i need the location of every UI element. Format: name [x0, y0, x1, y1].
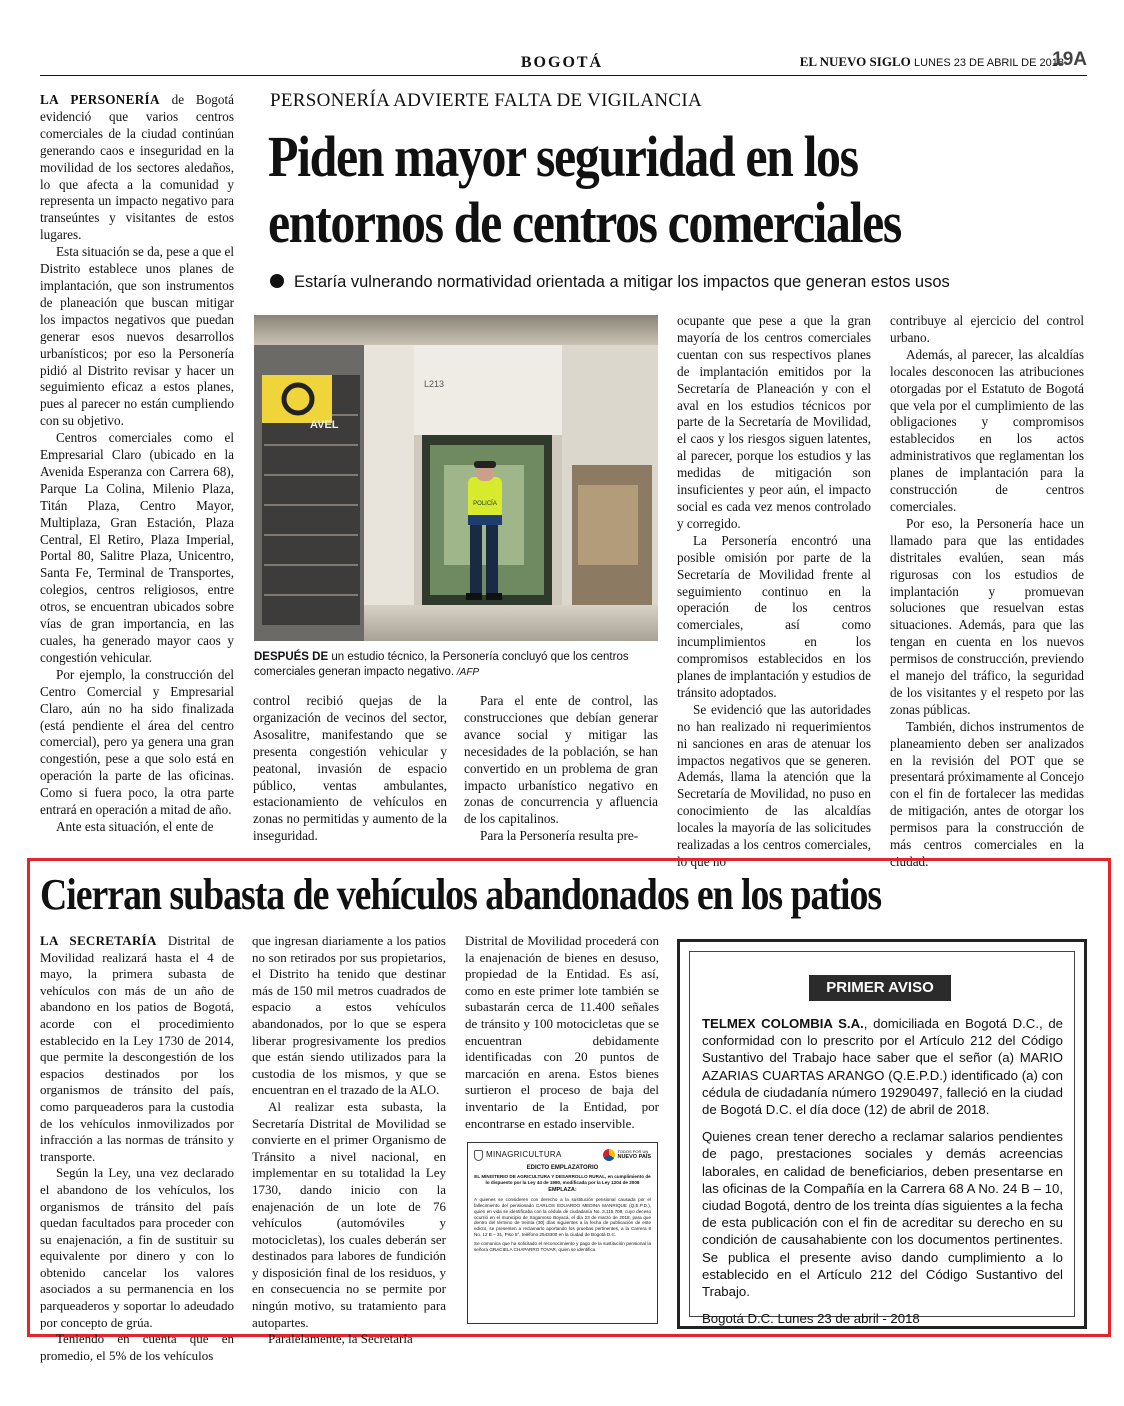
masthead-info: [800, 54, 1064, 70]
subtitle-text: Estaría vulnerando normatividad orientada a mitigar los impactos que generan estos usos: [294, 273, 950, 291]
paragraph: Distrital de Movilidad procederá con la enajenación de bienes en desuso, propiedad de la Entidad. Es así, como en este primer lote también se subastarán cerca de 11.400 señales de tránsito y 100 motocicletas que se encuentran debidamente identificadas con 20 puntos de marcación en arena. Estos bienes surtieron el proceso de baja del inventario de la Entidad, por encontrarse en estado inservible.: [465, 933, 659, 1131]
edicto-action: EMPLAZA:: [548, 1187, 577, 1194]
article1-column-2: [253, 693, 447, 845]
article2-column-3: [465, 933, 659, 1132]
article2-headline: Cierran subasta de vehículos abandonados en los patios: [40, 870, 882, 919]
flag-icon: [603, 1149, 615, 1161]
article1-column-4: [677, 313, 871, 871]
edicto-heading: EDICTO EMPLAZATORIO: [526, 1165, 599, 1171]
company-name: TELMEX COLOMBIA S.A.: [702, 1016, 864, 1031]
section-name: BOGOTÁ: [520, 54, 604, 71]
news-photo: [254, 315, 658, 641]
article1-column-3: [464, 693, 658, 845]
paper-name: EL NUEVO SIGLO: [799, 54, 911, 69]
caption-lead: DESPUÉS DE: [254, 651, 329, 663]
paragraph: que ingresan diariamente a los patios no son retirados por sus propietarios, el Distrito ha tenido que destinar más de 150 mil metros cuadrados de espacio a estos vehículos abandonados, por lo que se espera liberar progresivamente los predios que están siendo utilizados para la custodia de los mismos, y que se encuentran en el trazado de la ALO.: [252, 933, 446, 1098]
paragraph: La Personería encontró una posible omisión por parte de la Secretaría de Movilidad frente al seguimiento continuo en la operación de los centros comerciales, así como incumplimientos en los compromisos establecidos en los planes de implantación y estudios de tránsito adoptados.: [677, 532, 871, 700]
store-number-text: L213: [424, 379, 445, 389]
ministry-name: MINAGRICULTURA: [486, 1150, 562, 1160]
aviso-paragraph-2: Quienes crean tener derecho a reclamar salarios pendientes de pago, prestaciones sociales y demás acreencias laborales, en calidad de beneficiarios, deben presentarse en las oficinas de la Compañía en la Carrera 68 A No. 24 B – 10, ciudad Bogotá, dentro de los treinta días siguientes a la fecha de esta publicación con el fin de acreditar su derecho en su condición de causahabiente con los documentos pertinentes. Se publica el presente aviso dando cumplimiento a lo establecido en el Artículo 212 del Código Sustantivo del Trabajo.: [702, 1129, 1063, 1300]
paragraph: Para la Personería resulta pre-: [480, 828, 639, 844]
coat-of-arms-icon: [474, 1150, 483, 1161]
article-subtitle: [270, 273, 950, 292]
paragraph: Esta situación se da, pese a que el Distrito establece unos planes de implantación, que son instrumentos de planeación que buscan mitigar los impactos negativos que puedan generar esos nuevos desarrollos urbanísticos; por eso la Personería pidió al Distrito revisar y hacer un seguimiento eficaz a estos planes, pues al parecer no están cumpliendo con su objetivo.: [40, 244, 234, 429]
lead-in: LA SECRETARÍA: [40, 933, 157, 948]
paragraph: Por eso, la Personería hace un llamado para que las entidades distritales evalúen, sean más rigurosas con los estudios de implantación y promuevan soluciones que resuelvan estas situaciones. Además, para que las tengan en cuenta en los nuevos permisos de construcción, previendo el manejo del tráfico, la seguridad de los visitantes y el respeto por las zonas públicas.: [890, 515, 1084, 717]
header-rule: [40, 75, 1087, 76]
paragraph: Ante esta situación, el ente de: [56, 818, 214, 834]
article1-column-1: [40, 92, 234, 836]
slogan-bottom: NUEVO PAÍS: [617, 1154, 651, 1160]
photo-credit: /AFP: [454, 667, 480, 678]
edicto-note: Se comunica que ha solicitado el reconocimiento y pago de la sustitución pensional la señora GRACIELA CHAPARRO TOVAR, quien se identifica.: [474, 1240, 651, 1252]
paragraph: También, dichos instrumentos de planeamiento deben ser analizados en la revisión del POT que se presentará próximamente al Concejo con el fin de fortalecer las medidas de mitigación, antes de otorgar los permisos para la construcción de más centros comerciales en la ciudad.: [890, 718, 1084, 869]
aviso-footer: Bogotá D.C. Lunes 23 de abril - 2018: [702, 1311, 920, 1327]
photo-caption: [254, 650, 659, 680]
edicto-body: A quienes se consideren con derecho a la sustitución pensional causada por el fallecimiento del pensionado CARLOS EDUARDO MEDINA MANRIQUE (Q.E.P.D.), quien en vida se identificaba con la cédula de ciudadanía No. 3.115.709, cuyo deceso ocurrió en el municipio de Sogamoso Boyacá, el día 23 de marzo de 2018, para que dentro del término de treinta (30) días siguientes a la fecha de publicación de este edicto, se presenten a reclamarlo aportando los pruebas pertinentes, a la Carrera 8 No. 12 B – 31, Piso 5°, teléfono 2543300 en la ciudad de Bogotá D.C.: [474, 1197, 651, 1237]
paragraph: Se evidenció que las autoridades no han realizado ni requerimientos ni sanciones en aras de atenuar los impactos negativos que se generen. Además, llama la atención que la Secretaría de Movilidad, no puso en conocimiento de las alcaldías locales la mayoría de las solicitudes realizadas a los centros comerciales, lo que no: [677, 701, 871, 869]
article-headline: [268, 124, 973, 256]
paragraph: Centros comerciales como el Empresarial Claro (ubicado en la Avenida Esperanza con Carrera 68), Parque La Colina, Milenio Plaza, Titán Plaza, Centro Mayor, Multiplaza, Gran Estación, Plaza Central, El Retiro, Plaza Imperial, Portal 80, Salitre Plaza, Unicentro, Santa Fe, Terminal de Transportes, colegios, centros religiosos, entre otros, se encuentran ubicados sobre vías de gran importancia, en las cuales, ha generado mayor caos y congestión vehicular.: [40, 430, 234, 665]
bullet-icon: [270, 274, 284, 288]
slogan-top: TODOS POR UN: [617, 1149, 649, 1155]
paragraph: Para el ente de control, las construcciones que debían generar avance social y mitigar las necesidades de la población, se han convertido en un problema de gran impacto urbanístico negativo en zonas de concurrencia y afluencia de los capitalinos.: [464, 693, 658, 827]
caption-text: un estudio técnico, la Personería concluyó que los centros comerciales generan impacto negativo.: [254, 651, 629, 678]
paragraph: Además, al parecer, las alcaldías locales desconocen las atribuciones otorgadas por el Estatuto de Bogotá que vela por el cumplimiento de las obligaciones y compromisos establecidos en los actos administrativos que reglamentan los planes de implantación para la construcción de centros comerciales.: [890, 346, 1084, 514]
edicto-ad: [467, 1142, 658, 1324]
issue-date: LUNES 23 DE ABRIL DE 2018: [913, 57, 1064, 69]
page-number: 19A: [1052, 49, 1087, 70]
paragraph: LA PERSONERÍA de Bogotá evidenció que varios centros comerciales de la ciudad continúan generando caos e inseguridad en la movilidad de los sectores aledaños, lo que afecta a la comunidad y representa un impacto negativo para transeúntes y visitantes de estos lugares.: [40, 92, 234, 243]
paragraph: LA SECRETARÍA Distrital de Movilidad realizará hasta el 4 de mayo, la primera subasta de vehículos con más de un año de abandono en los patios de Bogotá, acorde con el procedimiento establecido en la Ley 1730 de 2014, que permite la descongestión de los espacios destinados por los organismos de tránsito del país, como parqueaderos para la custodia de los vehículos inmovilizados por infracción a las normas de tránsito y transporte.: [40, 933, 234, 1164]
headline-line-1: Piden mayor seguridad en los: [268, 124, 858, 189]
article2-column-2: [252, 933, 446, 1348]
aviso-label: PRIMER AVISO: [809, 975, 951, 1001]
article1-column-5: [890, 313, 1084, 871]
photo-illustration: [254, 315, 658, 641]
headline-line-2: entornos de centros comerciales: [268, 190, 901, 255]
paragraph: Paralelamente, la Secretaría: [268, 1331, 413, 1347]
paragraph: contribuye al ejercicio del control urbano.: [890, 313, 1084, 345]
edicto-authority: EL MINISTERIO DE AGRICULTURA Y DESARROLLO RURAL, en cumplimiento de lo dispuesto por la Ley 44 de 1980, modificada por la Ley 1204 de 2008: [474, 1173, 651, 1185]
article2-column-1: [40, 933, 234, 1364]
store-sign-text: AVEL: [310, 419, 339, 431]
paragraph: Al realizar esta subasta, la Secretaría Distrital de Movilidad se convierte en el primer Organismo de Tránsito a nivel nacional, en implementar en su totalidad la Ley 1730, dando inicio con la enajenación de un lote de 76 vehículos (automóviles y motocicletas), los cuales deberán ser destinados para labores de fundición y disposición final de los residuos, y en consecuencia no se permite por ningún motivo, su tratamiento para autopartes.: [252, 1098, 446, 1330]
paragraph: Teniendo en cuenta que en promedio, el 5% de los vehículos: [40, 1331, 234, 1363]
edicto-logos: [474, 1147, 651, 1163]
aviso-paragraph-1: TELMEX COLOMBIA S.A., domiciliada en Bogotá D.C., de conformidad con lo prescrito por el Artículo 212 del Código Sustantivo del Trabajo hace saber que el señor (a) MARIO AZARIAS CUARTAS ARANGO (Q.E.P.D.) identificado (a) con cédula de ciudadanía número 19290497, falleció en la ciudad de Bogotá D.C. el día doce (12) de abril de 2018.: [702, 1016, 1063, 1118]
article-kicker: PERSONERÍA ADVIERTE FALTA DE VIGILANCIA: [270, 90, 702, 111]
lead-in: LA PERSONERÍA: [40, 92, 160, 107]
paragraph: Según la Ley, una vez declarado el abandono de los vehículos, los organismos de tránsito del país quedan facultados para proceder con su enajenación, a fin de sustituir su equivalente por dinero y con lo obtenido cancelar los valores asociados a su permanencia en los parqueaderos y soportar lo adeudado por concepto de grúa.: [40, 1165, 234, 1330]
paragraph: control recibió quejas de la organización de vecinos del sector, Asosalitre, manifestando que se presenta congestión vehicular y peatonal, invasión de espacio público, ventas ambulantes, estacionamiento de vehículos en zonas no permitidas y aumento de la inseguridad.: [253, 693, 447, 844]
vest-label: POLICÍA: [473, 501, 497, 507]
paragraph: ocupante que pese a que la gran mayoría de los centros comerciales cuentan con sus respectivos planes de implantación emitidos por la Secretaría de Planeación y con el aval en los estudios técnicos por parte de la Secretaría de Movilidad, el caos y los riesgos siguen latentes, al parecer, porque los estudios y las medidas de mitigación son insuficientes y peor aún, el impacto social es cada vez menos controlado y corregido.: [677, 313, 871, 531]
aviso-body: [702, 1015, 1063, 1327]
paragraph: Por ejemplo, la construcción del Centro Comercial y Empresarial Claro, aún no ha sido finalizada (está pendiente el área del centro comercial), pero ya genera una gran congestión, pese a que solo está en operación la parte de las oficinas. Como si fuera poco, la otra parte entrará en operación a mitad de año.: [40, 666, 234, 818]
